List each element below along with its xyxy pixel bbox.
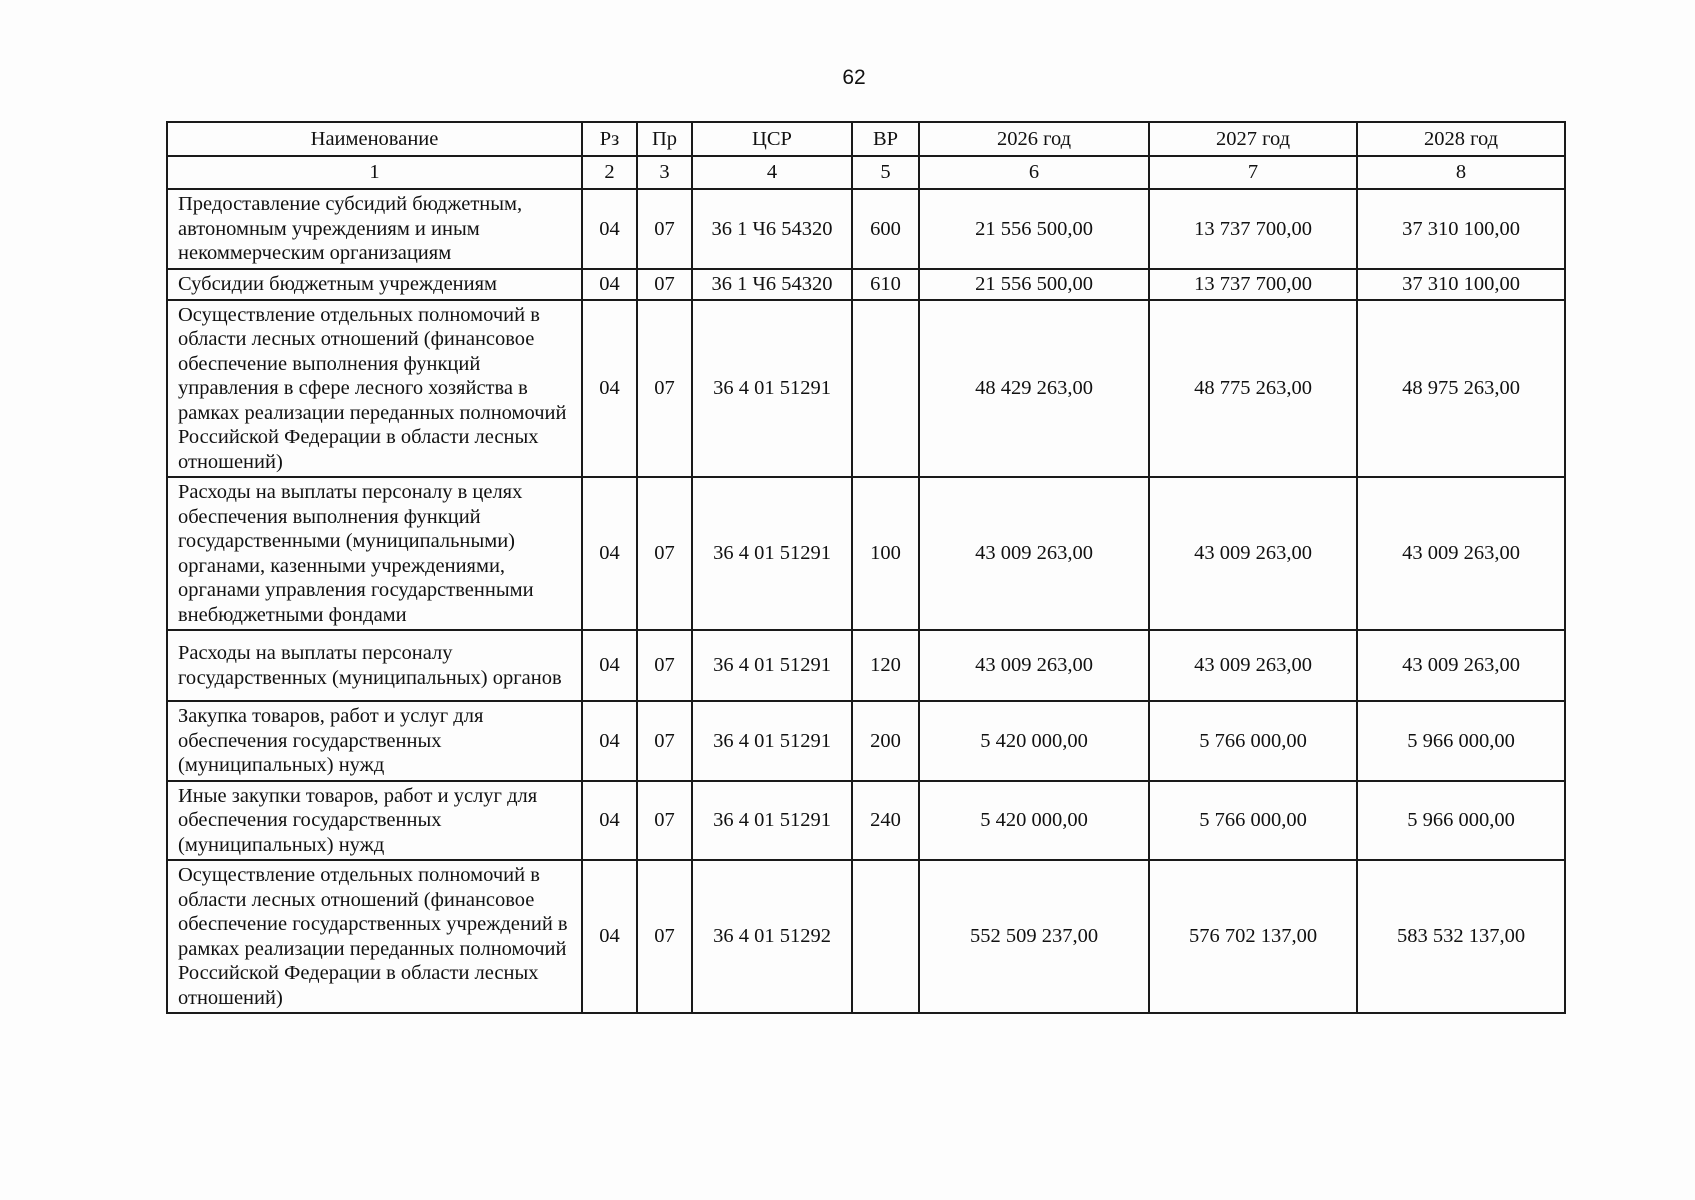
row-amount-2028: 48 975 263,00 [1357, 300, 1565, 478]
row-amount-2026: 5 420 000,00 [919, 781, 1149, 861]
row-vr: 200 [852, 701, 919, 781]
header-row [167, 122, 1565, 156]
row-amount-2027: 48 775 263,00 [1149, 300, 1357, 478]
page-number: 62 [842, 66, 866, 89]
header-pr: Пр [637, 122, 692, 156]
row-amount-2027: 13 737 700,00 [1149, 269, 1357, 300]
row-csr: 36 4 01 51291 [692, 781, 852, 861]
table-row [167, 701, 1565, 781]
row-amount-2027: 43 009 263,00 [1149, 630, 1357, 701]
row-rz: 04 [582, 630, 637, 701]
header-2027: 2027 год [1149, 122, 1357, 156]
row-csr: 36 4 01 51292 [692, 860, 852, 1013]
row-rz: 04 [582, 781, 637, 861]
row-pr: 07 [637, 189, 692, 269]
row-vr [852, 300, 919, 478]
row-amount-2027: 5 766 000,00 [1149, 781, 1357, 861]
table-row [167, 630, 1565, 701]
row-csr: 36 4 01 51291 [692, 300, 852, 478]
row-csr: 36 4 01 51291 [692, 630, 852, 701]
row-pr: 07 [637, 269, 692, 300]
row-vr: 120 [852, 630, 919, 701]
row-pr: 07 [637, 477, 692, 630]
row-vr: 240 [852, 781, 919, 861]
row-amount-2028: 37 310 100,00 [1357, 189, 1565, 269]
row-name: Предоставление субсидий бюджетным, автономным учреждениям и иным некоммерческим организациям [167, 189, 582, 269]
row-csr: 36 4 01 51291 [692, 477, 852, 630]
column-number: 3 [637, 156, 692, 189]
table-row [167, 189, 1565, 269]
row-vr: 600 [852, 189, 919, 269]
column-number: 7 [1149, 156, 1357, 189]
budget-table [166, 121, 1566, 1014]
row-amount-2026: 48 429 263,00 [919, 300, 1149, 478]
row-amount-2026: 5 420 000,00 [919, 701, 1149, 781]
table-row [167, 781, 1565, 861]
row-amount-2028: 37 310 100,00 [1357, 269, 1565, 300]
row-amount-2027: 5 766 000,00 [1149, 701, 1357, 781]
row-vr: 100 [852, 477, 919, 630]
row-name: Осуществление отдельных полномочий в области лесных отношений (финансовое обеспечение государственных учреждений в рамках реализации переданных полномочий Российской Федерации в области лесных отношений) [167, 860, 582, 1013]
row-amount-2026: 43 009 263,00 [919, 630, 1149, 701]
row-amount-2027: 13 737 700,00 [1149, 189, 1357, 269]
column-number: 5 [852, 156, 919, 189]
row-csr: 36 4 01 51291 [692, 701, 852, 781]
row-rz: 04 [582, 269, 637, 300]
row-amount-2028: 583 532 137,00 [1357, 860, 1565, 1013]
header-name: Наименование [167, 122, 582, 156]
row-rz: 04 [582, 477, 637, 630]
header-vr: ВР [852, 122, 919, 156]
row-amount-2028: 5 966 000,00 [1357, 781, 1565, 861]
row-amount-2026: 552 509 237,00 [919, 860, 1149, 1013]
table-row [167, 477, 1565, 630]
row-name: Расходы на выплаты персоналу в целях обеспечения выполнения функций государственными (муниципальными) органами, казенными учреждениями, органами управления государственными внебюджетными фондами [167, 477, 582, 630]
row-amount-2026: 43 009 263,00 [919, 477, 1149, 630]
header-csr: ЦСР [692, 122, 852, 156]
table-row [167, 860, 1565, 1013]
row-rz: 04 [582, 189, 637, 269]
row-vr [852, 860, 919, 1013]
row-amount-2028: 43 009 263,00 [1357, 477, 1565, 630]
header-rz: Рз [582, 122, 637, 156]
row-name: Закупка товаров, работ и услуг для обеспечения государственных (муниципальных) нужд [167, 701, 582, 781]
table-row [167, 269, 1565, 300]
row-amount-2026: 21 556 500,00 [919, 269, 1149, 300]
column-number: 4 [692, 156, 852, 189]
row-name: Расходы на выплаты персоналу государственных (муниципальных) органов [167, 630, 582, 701]
header-2028: 2028 год [1357, 122, 1565, 156]
row-pr: 07 [637, 701, 692, 781]
row-pr: 07 [637, 300, 692, 478]
column-number-row [167, 156, 1565, 189]
row-vr: 610 [852, 269, 919, 300]
row-csr: 36 1 Ч6 54320 [692, 189, 852, 269]
row-name: Осуществление отдельных полномочий в области лесных отношений (финансовое обеспечение выполнения функций управления в сфере лесного хозяйства в рамках реализации переданных полномочий Российской Федерации в области лесных отношений) [167, 300, 582, 478]
column-number: 6 [919, 156, 1149, 189]
row-amount-2027: 576 702 137,00 [1149, 860, 1357, 1013]
row-name: Субсидии бюджетным учреждениям [167, 269, 582, 300]
row-pr: 07 [637, 630, 692, 701]
row-amount-2026: 21 556 500,00 [919, 189, 1149, 269]
table-row [167, 300, 1565, 478]
row-rz: 04 [582, 860, 637, 1013]
column-number: 1 [167, 156, 582, 189]
column-number: 2 [582, 156, 637, 189]
row-rz: 04 [582, 701, 637, 781]
row-pr: 07 [637, 860, 692, 1013]
row-rz: 04 [582, 300, 637, 478]
header-2026: 2026 год [919, 122, 1149, 156]
row-amount-2028: 5 966 000,00 [1357, 701, 1565, 781]
row-pr: 07 [637, 781, 692, 861]
row-amount-2027: 43 009 263,00 [1149, 477, 1357, 630]
row-name: Иные закупки товаров, работ и услуг для обеспечения государственных (муниципальных) нужд [167, 781, 582, 861]
row-amount-2028: 43 009 263,00 [1357, 630, 1565, 701]
row-csr: 36 1 Ч6 54320 [692, 269, 852, 300]
column-number: 8 [1357, 156, 1565, 189]
